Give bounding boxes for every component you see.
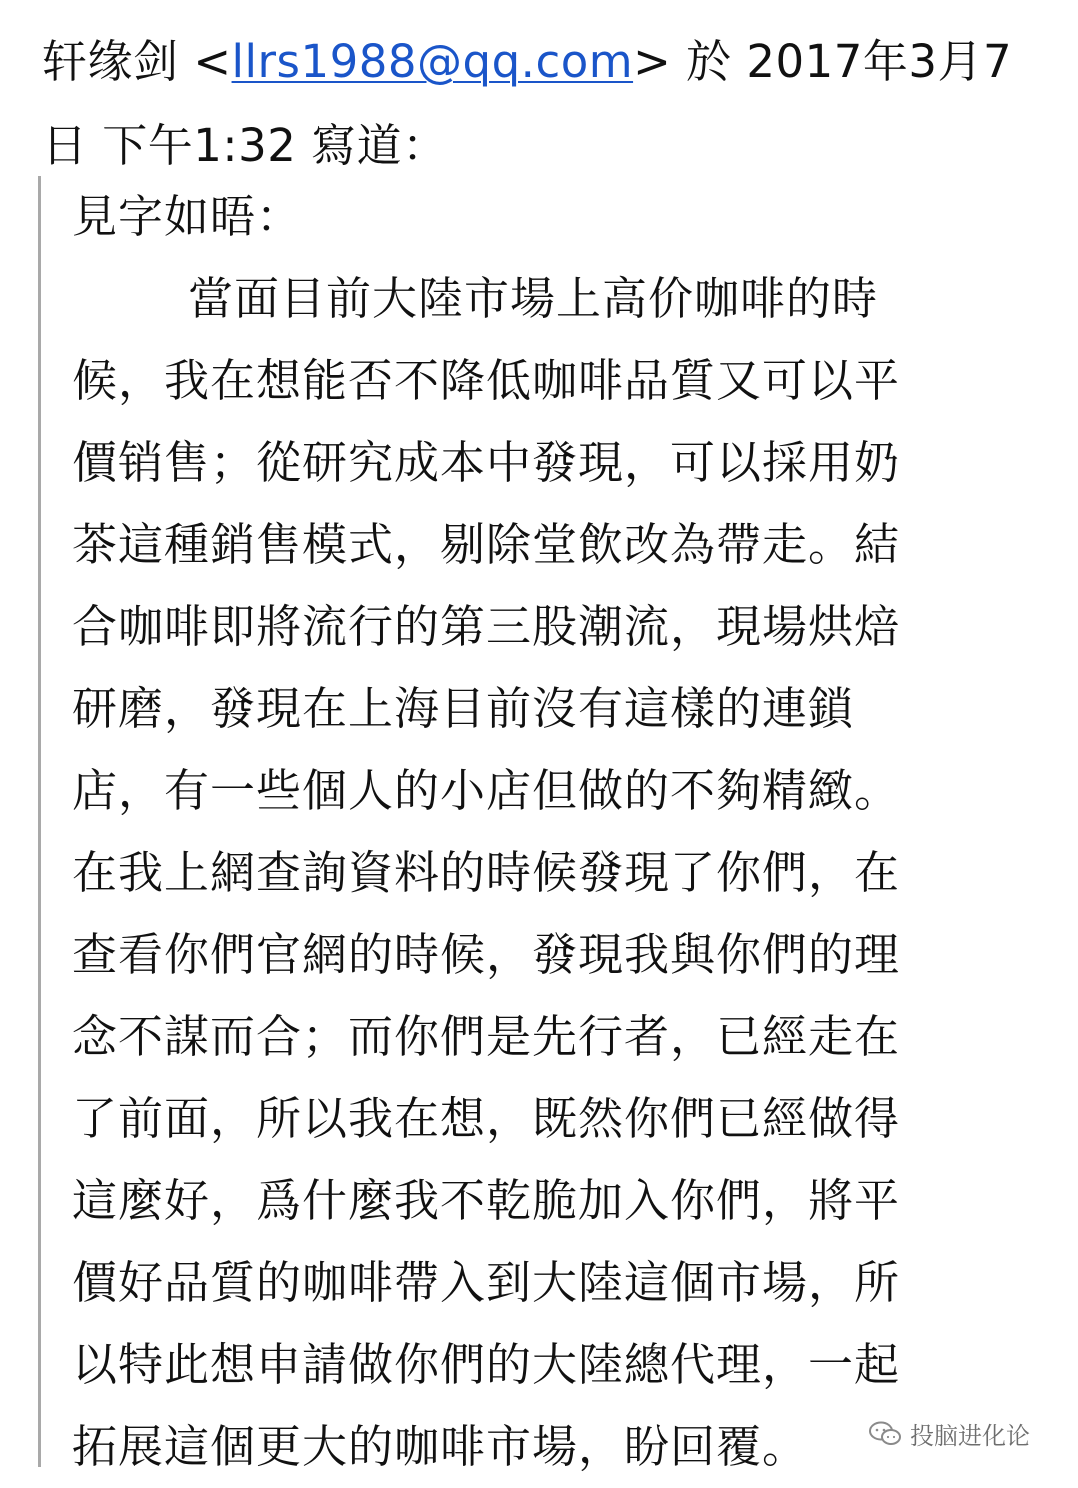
header-line-2: 日 下午1:32 寫道： [42,119,448,172]
quote-greeting: 見字如晤： [72,190,303,243]
quote-line: 研磨，發現在上海目前沒有這樣的連鎖 [72,682,855,735]
quote-line: 當面目前大陸市場上高价咖啡的時 [188,272,879,325]
email-header [42,20,1052,188]
quote-line: 茶這種銷售模式，剔除堂飲改為帶走。結 [72,518,901,571]
quote-line: 查看你們官網的時候，發現我與你們的理 [72,928,901,981]
wechat-icon [868,1420,902,1448]
sender-email-link[interactable]: llrs1988@qq.com [231,35,634,88]
quote-line: 這麼好，爲什麼我不乾脆加入你們，將平 [72,1174,901,1227]
watermark-label: 投脑进化论 [910,1422,1030,1450]
email-close-bracket: > [633,35,672,88]
quote-line: 拓展這個更大的咖啡市場，盼回覆。 [72,1420,809,1473]
quote-line: 價好品質的咖啡帶入到大陸這個市場，所 [72,1256,901,1309]
quote-line: 價销售；從研究成本中發現，可以採用奶 [72,436,901,489]
email-open-bracket: < [193,35,232,88]
quote-line: 了前面，所以我在想，既然你們已經做得 [72,1092,901,1145]
date-text-1: 於 2017年3月7 [671,35,1013,88]
quote-line: 合咖啡即將流行的第三股潮流，現場烘焙 [72,600,901,653]
header-line-1 [42,20,1052,104]
quote-bar [38,176,41,1467]
sender-name: 轩缘剑 [42,35,179,88]
quote-line: 以特此想申請做你們的大陸總代理，一起 [72,1338,901,1391]
quote-line: 店，有一些個人的小店但做的不夠精緻。 [72,764,901,817]
quoted-message [72,176,1012,1488]
account-watermark [862,1412,1036,1455]
quote-line: 念不謀而合；而你們是先行者，已經走在 [72,1010,901,1063]
quote-line: 在我上網查詢資料的時候發現了你們，在 [72,846,901,899]
quote-line: 候，我在想能否不降低咖啡品質又可以平 [72,354,901,407]
